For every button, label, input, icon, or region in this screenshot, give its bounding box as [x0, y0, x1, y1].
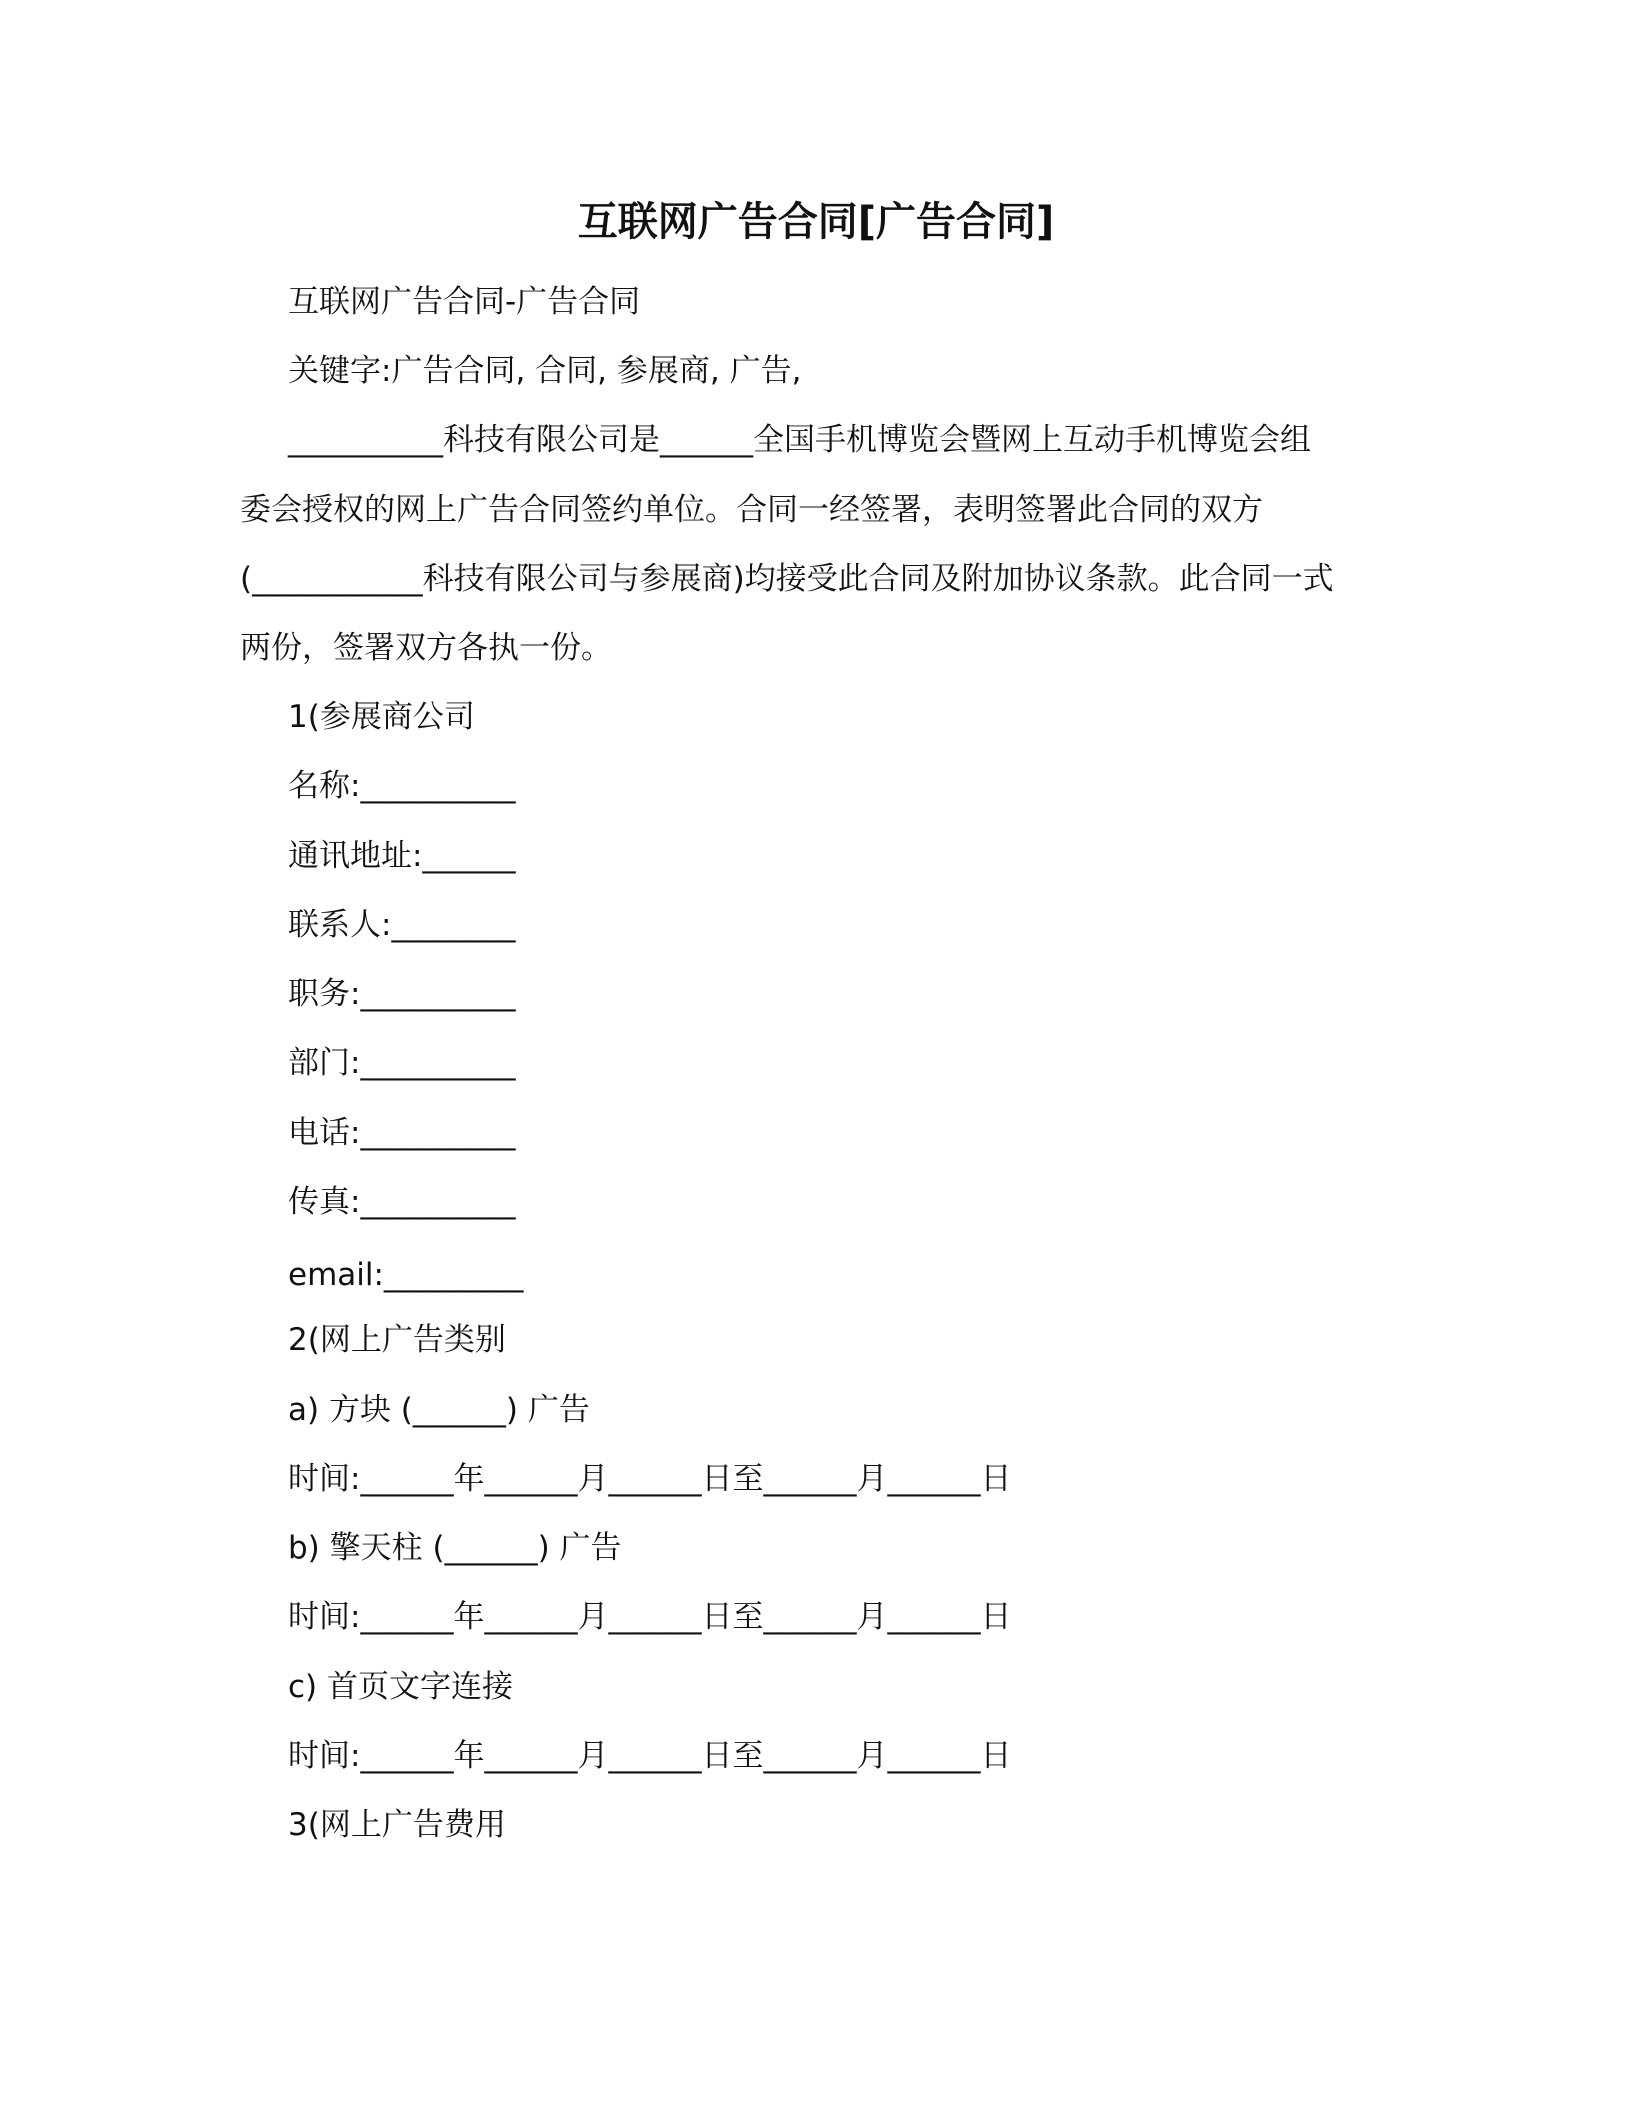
section3-heading: 3(网上广告费用 — [288, 1807, 506, 1843]
field-address: 通讯地址:______ — [288, 838, 516, 874]
intro-line-2: 委会授权的网上广告合同签约单位。合同一经签署，表明签署此合同的双方 — [240, 492, 1263, 528]
field-email: email:_________ — [288, 1257, 524, 1293]
field-company-name: 名称:__________ — [288, 768, 516, 804]
section2-heading: 2(网上广告类别 — [288, 1322, 506, 1358]
intro-line-3: (___________科技有限公司与参展商)均接受此合同及附加协议条款。此合同一式 — [240, 561, 1334, 597]
ad-type-c-time: 时间:______年______月______日至______月______日 — [288, 1738, 1012, 1774]
intro-line-4: 两份，签署双方各执一份。 — [240, 630, 612, 666]
ad-type-a-time: 时间:______年______月______日至______月______日 — [288, 1461, 1012, 1497]
keywords-line: 关键字:广告合同, 合同, 参展商, 广告, — [288, 353, 802, 389]
document-title: 互联网广告合同[广告合同] — [577, 199, 1055, 245]
document-subtitle: 互联网广告合同-广告合同 — [288, 284, 641, 320]
field-phone: 电话:__________ — [288, 1115, 516, 1151]
field-department: 部门:__________ — [288, 1045, 516, 1081]
field-fax: 传真:__________ — [288, 1184, 516, 1220]
ad-type-b-label: b) 擎天柱 (______) 广告 — [288, 1530, 622, 1566]
intro-line-1: __________科技有限公司是______全国手机博览会暨网上互动手机博览会组 — [288, 422, 1311, 458]
section1-heading: 1(参展商公司 — [288, 699, 475, 735]
ad-type-c-label: c) 首页文字连接 — [288, 1669, 513, 1705]
ad-type-b-time: 时间:______年______月______日至______月______日 — [288, 1599, 1012, 1635]
field-contact: 联系人:________ — [288, 907, 516, 943]
ad-type-a-label: a) 方块 (______) 广告 — [288, 1392, 590, 1428]
field-position: 职务:__________ — [288, 976, 516, 1012]
